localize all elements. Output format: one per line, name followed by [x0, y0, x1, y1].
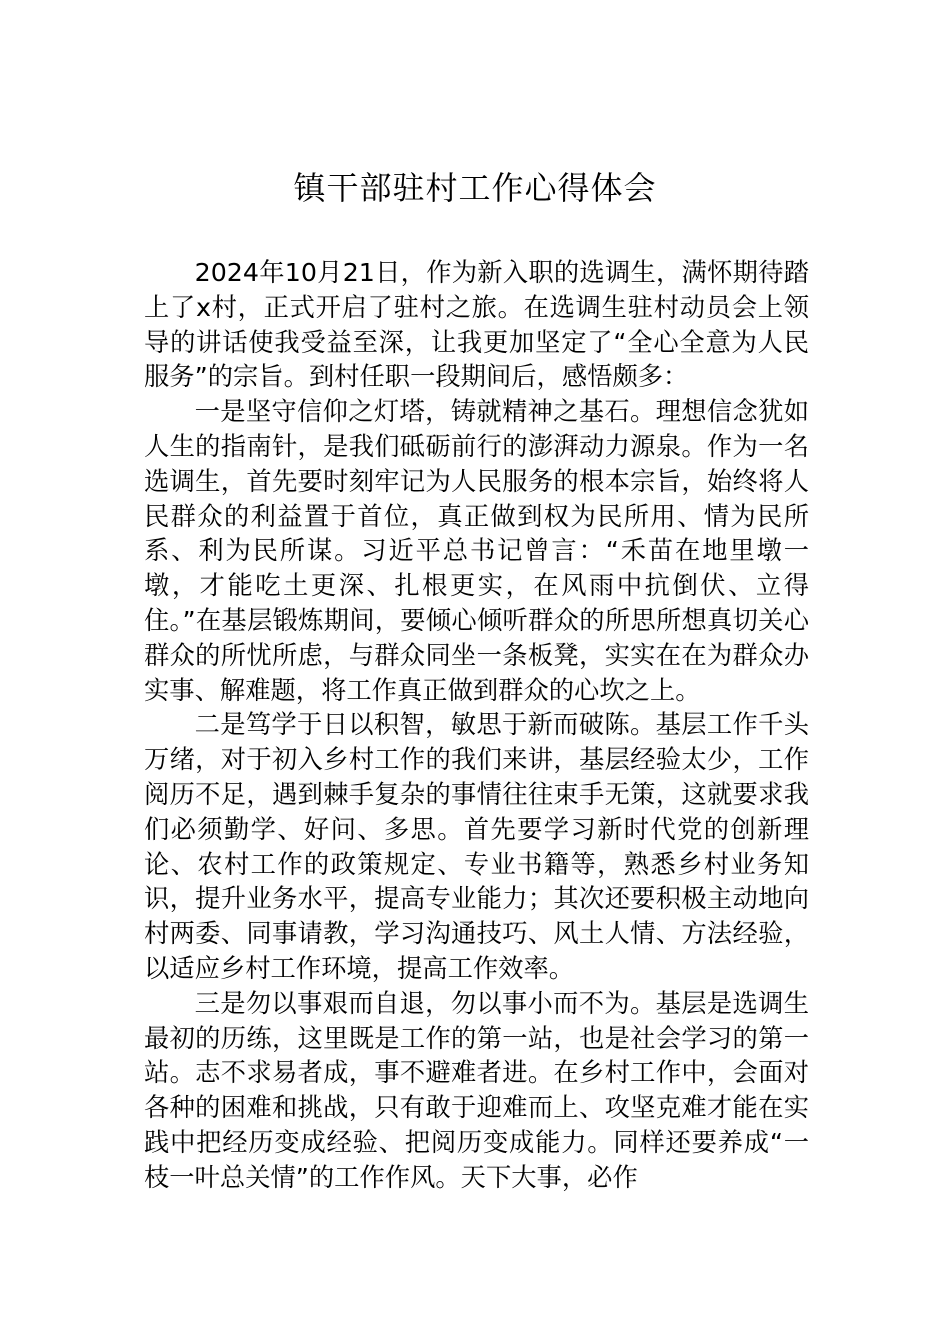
document-body — [144, 256, 809, 1196]
paragraph-point-two: 二是笃学于日以积智，敏思于新而破陈。基层工作千头万绪，对于初入乡村工作的我们来讲，基层经验太少，工作阅历不足，遇到棘手复杂的事情往往束手无策，这就要求我们必须勤学、好问、多思。首先要学习新时代党的创新理论、农村工作的政策规定、专业书籍等，熟悉乡村业务知识，提升业务水平，提高专业能力；其次还要积极主动地向村两委、同事请教，学习沟通技巧、风土人情、方法经验，以适应乡村工作环境，提高工作效率。 — [144, 710, 809, 983]
document-title: 镇干部驻村工作心得体会 — [293, 169, 657, 207]
paragraph-point-one: 一是坚守信仰之灯塔，铸就精神之基石。理想信念犹如人生的指南针，是我们砥砺前行的澎湃动力源泉。作为一名选调生，首先要时刻牢记为人民服务的根本宗旨，始终将人民群众的利益置于首位，真正做到权为民所用、情为民所系、利为民所谋。习近平总书记曾言：“禾苗在地里墩一墩，才能吃土更深、扎根更实，在风雨中抗倒伏、立得住。”在基层锻炼期间，要倾心倾听群众的所思所想真切关心群众的所忧所虑，与群众同坐一条板凳，实实在在为群众办实事、解难题，将工作真正做到群众的心坎之上。 — [144, 397, 809, 705]
paragraph-point-three: 三是勿以事艰而自退，勿以事小而不为。基层是选调生最初的历练，这里既是工作的第一站，也是社会学习的第一站。志不求易者成，事不避难者进。在乡村工作中，会面对各种的困难和挑战，只有敢于迎难而上、攻坚克难才能在实践中把经历变成经验、把阅历变成能力。同样还要养成“一枝一叶总关情”的工作作风。天下大事，必作 — [144, 988, 809, 1192]
paragraph-intro: 2024年10月21日，作为新入职的选调生，满怀期待踏上了x村，正式开启了驻村之旅。在选调生驻村动员会上领导的讲话使我受益至深，让我更加坚定了“全心全意为人民服务”的宗旨。到村任职一段期间后，感悟颇多： — [144, 258, 809, 392]
